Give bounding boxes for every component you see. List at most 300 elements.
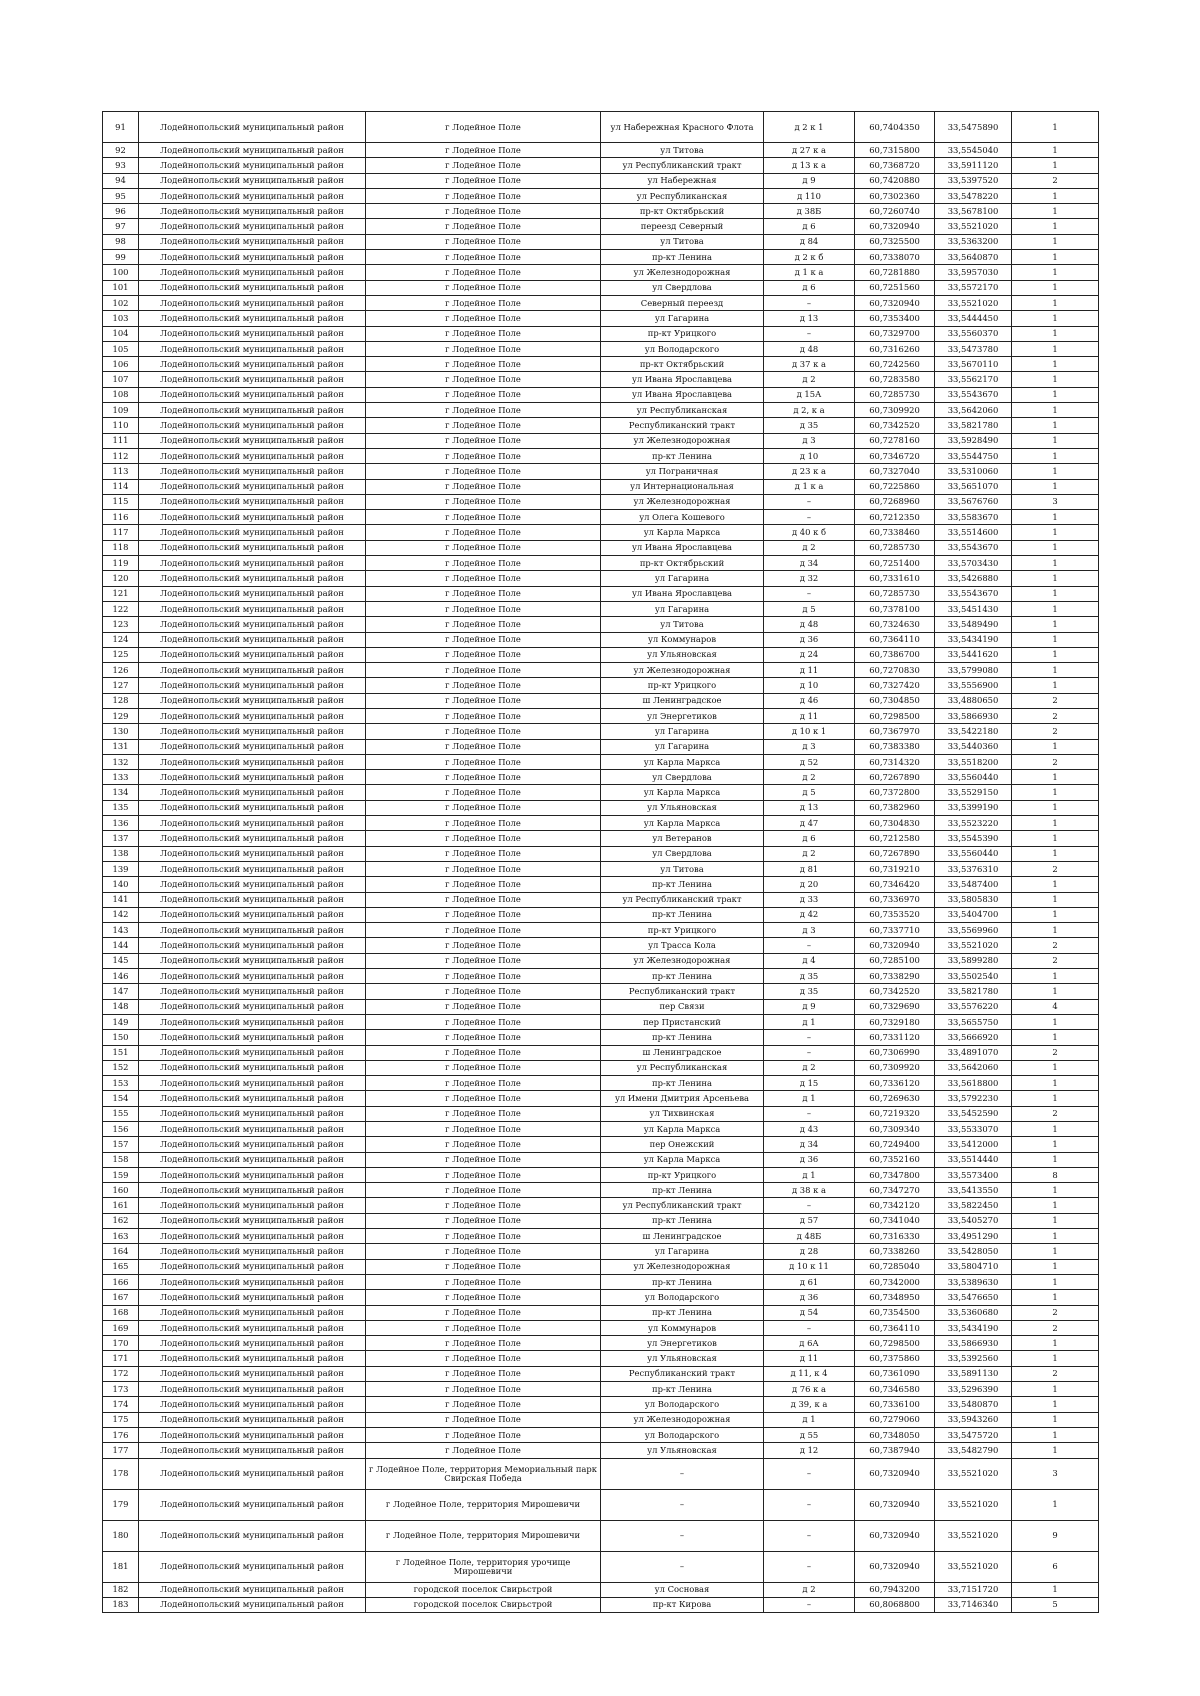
count-cell: 5	[1012, 1597, 1099, 1612]
building-cell: д 2 к 1	[764, 112, 855, 143]
count-cell: 1	[1012, 311, 1099, 326]
building-cell: д 20	[764, 877, 855, 892]
latitude-cell: 60,7342120	[855, 1198, 935, 1213]
count-cell: 1	[1012, 510, 1099, 525]
table-row	[103, 1305, 1099, 1320]
count-cell: 1	[1012, 1030, 1099, 1045]
latitude-cell: 60,7372800	[855, 785, 935, 800]
latitude-cell: 60,7361090	[855, 1366, 935, 1381]
table-row	[103, 1167, 1099, 1182]
street-cell: ул Коммунаров	[601, 1320, 764, 1335]
building-cell: д 27 к а	[764, 143, 855, 158]
table-row	[103, 1259, 1099, 1274]
latitude-cell: 60,7304850	[855, 693, 935, 708]
longitude-cell: 33,5569960	[935, 923, 1012, 938]
locality-cell: г Лодейное Поле, территория Мирошевичи	[366, 1489, 601, 1520]
longitude-cell: 33,5544750	[935, 448, 1012, 463]
table-row	[103, 1106, 1099, 1121]
latitude-cell: 60,7375860	[855, 1351, 935, 1366]
district-cell: Лодейнопольский муниципальный район	[139, 219, 366, 234]
street-cell: ул Свердлова	[601, 280, 764, 295]
longitude-cell: 33,5452590	[935, 1106, 1012, 1121]
row-number: 107	[103, 372, 139, 387]
street-cell: ул Сосновая	[601, 1582, 764, 1597]
longitude-cell: 33,5533070	[935, 1122, 1012, 1137]
street-cell: ул Карла Маркса	[601, 1152, 764, 1167]
count-cell: 1	[1012, 1351, 1099, 1366]
district-cell: Лодейнопольский муниципальный район	[139, 1366, 366, 1381]
building-cell: –	[764, 938, 855, 953]
table-row	[103, 1183, 1099, 1198]
locality-cell: г Лодейное Поле	[366, 846, 601, 861]
latitude-cell: 60,7270830	[855, 663, 935, 678]
longitude-cell: 33,5866930	[935, 1336, 1012, 1351]
street-cell: ул Набережная	[601, 173, 764, 188]
table-row	[103, 938, 1099, 953]
locality-cell: городской поселок Свирьстрой	[366, 1582, 601, 1597]
district-cell: Лодейнопольский муниципальный район	[139, 877, 366, 892]
street-cell: пр-кт Ленина	[601, 1382, 764, 1397]
locality-cell: г Лодейное Поле	[366, 1244, 601, 1259]
row-number: 170	[103, 1336, 139, 1351]
locality-cell: г Лодейное Поле	[366, 953, 601, 968]
street-cell: ул Железнодорожная	[601, 265, 764, 280]
row-number: 182	[103, 1582, 139, 1597]
latitude-cell: 60,7212580	[855, 831, 935, 846]
row-number: 168	[103, 1305, 139, 1320]
locality-cell: г Лодейное Поле	[366, 1366, 601, 1381]
street-cell: Республиканский тракт	[601, 1366, 764, 1381]
table-row	[103, 1137, 1099, 1152]
row-number: 114	[103, 479, 139, 494]
count-cell: 2	[1012, 693, 1099, 708]
street-cell: ул Карла Маркса	[601, 754, 764, 769]
row-number: 183	[103, 1597, 139, 1612]
count-cell: 1	[1012, 571, 1099, 586]
row-number: 179	[103, 1489, 139, 1520]
table-row	[103, 617, 1099, 632]
row-number: 171	[103, 1351, 139, 1366]
row-number: 121	[103, 586, 139, 601]
table-row	[103, 1244, 1099, 1259]
street-cell: пр-кт Урицкого	[601, 923, 764, 938]
longitude-cell: 33,5451430	[935, 601, 1012, 616]
row-number: 92	[103, 143, 139, 158]
longitude-cell: 33,5440360	[935, 739, 1012, 754]
longitude-cell: 33,5543670	[935, 540, 1012, 555]
count-cell: 1	[1012, 280, 1099, 295]
table-row	[103, 357, 1099, 372]
district-cell: Лодейнопольский муниципальный район	[139, 250, 366, 265]
street-cell: ул Ветеранов	[601, 831, 764, 846]
locality-cell: г Лодейное Поле	[366, 326, 601, 341]
latitude-cell: 60,7309920	[855, 403, 935, 418]
count-cell: 1	[1012, 1183, 1099, 1198]
latitude-cell: 60,7267890	[855, 770, 935, 785]
locality-cell: г Лодейное Поле	[366, 586, 601, 601]
count-cell: 1	[1012, 984, 1099, 999]
table-row	[103, 1597, 1099, 1612]
district-cell: Лодейнопольский муниципальный район	[139, 1060, 366, 1075]
longitude-cell: 33,5487400	[935, 877, 1012, 892]
locality-cell: г Лодейное Поле	[366, 1290, 601, 1305]
building-cell: д 33	[764, 892, 855, 907]
locality-cell: г Лодейное Поле, территория Мемориальный парк Свирская Победа	[366, 1458, 601, 1489]
count-cell: 1	[1012, 448, 1099, 463]
street-cell: переезд Северный	[601, 219, 764, 234]
row-number: 96	[103, 204, 139, 219]
street-cell: ул Гагарина	[601, 571, 764, 586]
building-cell: д 48	[764, 617, 855, 632]
latitude-cell: 60,7329690	[855, 999, 935, 1014]
count-cell: 1	[1012, 143, 1099, 158]
street-cell: ул Имени Дмитрия Арсеньева	[601, 1091, 764, 1106]
count-cell: 1	[1012, 816, 1099, 831]
locality-cell: г Лодейное Поле	[366, 1427, 601, 1442]
row-number: 165	[103, 1259, 139, 1274]
building-cell: –	[764, 1106, 855, 1121]
locality-cell: г Лодейное Поле	[366, 372, 601, 387]
building-cell: д 4	[764, 953, 855, 968]
latitude-cell: 60,7337710	[855, 923, 935, 938]
building-cell: д 1 к а	[764, 265, 855, 280]
row-number: 175	[103, 1412, 139, 1427]
table-row	[103, 280, 1099, 295]
count-cell: 1	[1012, 617, 1099, 632]
row-number: 167	[103, 1290, 139, 1305]
locality-cell: г Лодейное Поле	[366, 571, 601, 586]
row-number: 106	[103, 357, 139, 372]
row-number: 138	[103, 846, 139, 861]
row-number: 116	[103, 510, 139, 525]
count-cell: 1	[1012, 1014, 1099, 1029]
locality-cell: г Лодейное Поле	[366, 800, 601, 815]
street-cell: пр-кт Урицкого	[601, 1167, 764, 1182]
building-cell: –	[764, 295, 855, 310]
latitude-cell: 60,7331610	[855, 571, 935, 586]
latitude-cell: 60,7269630	[855, 1091, 935, 1106]
longitude-cell: 33,5651070	[935, 479, 1012, 494]
table-row	[103, 403, 1099, 418]
table-row	[103, 1397, 1099, 1412]
row-number: 145	[103, 953, 139, 968]
street-cell: ул Володарского	[601, 1427, 764, 1442]
district-cell: Лодейнопольский муниципальный район	[139, 494, 366, 509]
count-cell: 1	[1012, 1259, 1099, 1274]
building-cell: –	[764, 586, 855, 601]
count-cell: 1	[1012, 907, 1099, 922]
table-row	[103, 1014, 1099, 1029]
locality-cell: г Лодейное Поле	[366, 1412, 601, 1427]
table-row	[103, 999, 1099, 1014]
building-cell: д 2	[764, 372, 855, 387]
row-number: 132	[103, 754, 139, 769]
count-cell: 1	[1012, 295, 1099, 310]
building-cell: д 81	[764, 861, 855, 876]
longitude-cell: 33,5821780	[935, 984, 1012, 999]
table-row	[103, 708, 1099, 723]
longitude-cell: 33,5543670	[935, 586, 1012, 601]
latitude-cell: 60,7346720	[855, 448, 935, 463]
district-cell: Лодейнопольский муниципальный район	[139, 1183, 366, 1198]
locality-cell: г Лодейное Поле	[366, 556, 601, 571]
building-cell: –	[764, 1030, 855, 1045]
longitude-cell: 33,5514600	[935, 525, 1012, 540]
street-cell: ул Титова	[601, 234, 764, 249]
latitude-cell: 60,7336970	[855, 892, 935, 907]
table-row	[103, 112, 1099, 143]
row-number: 154	[103, 1091, 139, 1106]
locality-cell: г Лодейное Поле	[366, 1030, 601, 1045]
building-cell: д 10	[764, 448, 855, 463]
longitude-cell: 33,4951290	[935, 1229, 1012, 1244]
street-cell: ул Набережная Красного Флота	[601, 112, 764, 143]
count-cell: 1	[1012, 632, 1099, 647]
table-row	[103, 663, 1099, 678]
district-cell: Лодейнопольский муниципальный район	[139, 372, 366, 387]
district-cell: Лодейнопольский муниципальный район	[139, 647, 366, 662]
count-cell: 1	[1012, 1213, 1099, 1228]
district-cell: Лодейнопольский муниципальный район	[139, 816, 366, 831]
street-cell: ул Карла Маркса	[601, 785, 764, 800]
district-cell: Лодейнопольский муниципальный район	[139, 1091, 366, 1106]
count-cell: 1	[1012, 1076, 1099, 1091]
locality-cell: г Лодейное Поле	[366, 280, 601, 295]
street-cell: пр-кт Октябрьский	[601, 357, 764, 372]
building-cell: д 5	[764, 601, 855, 616]
district-cell: Лодейнопольский муниципальный район	[139, 1014, 366, 1029]
building-cell: д 1 к а	[764, 479, 855, 494]
locality-cell: г Лодейное Поле	[366, 1198, 601, 1213]
longitude-cell: 33,5360680	[935, 1305, 1012, 1320]
latitude-cell: 60,7364110	[855, 632, 935, 647]
street-cell: ул Володарского	[601, 1290, 764, 1305]
district-cell: Лодейнопольский муниципальный район	[139, 846, 366, 861]
latitude-cell: 60,7320940	[855, 1458, 935, 1489]
latitude-cell: 60,7347800	[855, 1167, 935, 1182]
district-cell: Лодейнопольский муниципальный район	[139, 1259, 366, 1274]
street-cell: ул Железнодорожная	[601, 953, 764, 968]
locality-cell: г Лодейное Поле	[366, 188, 601, 203]
count-cell: 1	[1012, 1290, 1099, 1305]
table-row	[103, 647, 1099, 662]
longitude-cell: 33,5434190	[935, 632, 1012, 647]
street-cell: –	[601, 1489, 764, 1520]
row-number: 108	[103, 387, 139, 402]
street-cell: ул Карла Маркса	[601, 525, 764, 540]
building-cell: д 39, к а	[764, 1397, 855, 1412]
table-row	[103, 525, 1099, 540]
street-cell: ул Олега Кошевого	[601, 510, 764, 525]
district-cell: Лодейнопольский муниципальный район	[139, 265, 366, 280]
latitude-cell: 60,7260740	[855, 204, 935, 219]
locality-cell: г Лодейное Поле	[366, 158, 601, 173]
row-number: 149	[103, 1014, 139, 1029]
row-number: 129	[103, 708, 139, 723]
table-row	[103, 1427, 1099, 1442]
locality-cell: г Лодейное Поле	[366, 295, 601, 310]
table-row	[103, 785, 1099, 800]
row-number: 125	[103, 647, 139, 662]
longitude-cell: 33,5482790	[935, 1443, 1012, 1458]
locality-cell: г Лодейное Поле	[366, 663, 601, 678]
building-cell: д 2, к а	[764, 403, 855, 418]
longitude-cell: 33,5805830	[935, 892, 1012, 907]
street-cell: пр-кт Октябрьский	[601, 204, 764, 219]
count-cell: 1	[1012, 341, 1099, 356]
row-number: 150	[103, 1030, 139, 1045]
longitude-cell: 33,5703430	[935, 556, 1012, 571]
row-number: 136	[103, 816, 139, 831]
row-number: 180	[103, 1520, 139, 1551]
street-cell: ул Титова	[601, 861, 764, 876]
street-cell: пр-кт Ленина	[601, 1213, 764, 1228]
latitude-cell: 60,7404350	[855, 112, 935, 143]
count-cell: 1	[1012, 250, 1099, 265]
table-row	[103, 1520, 1099, 1551]
district-cell: Лодейнопольский муниципальный район	[139, 586, 366, 601]
table-row	[103, 1443, 1099, 1458]
row-number: 104	[103, 326, 139, 341]
locality-cell: г Лодейное Поле	[366, 143, 601, 158]
longitude-cell: 33,5556900	[935, 678, 1012, 693]
longitude-cell: 33,5480870	[935, 1397, 1012, 1412]
locality-cell: г Лодейное Поле	[366, 1137, 601, 1152]
street-cell: ул Железнодорожная	[601, 1259, 764, 1274]
building-cell: д 13	[764, 311, 855, 326]
district-cell: Лодейнопольский муниципальный район	[139, 464, 366, 479]
longitude-cell: 33,5441620	[935, 647, 1012, 662]
building-cell: д 57	[764, 1213, 855, 1228]
latitude-cell: 60,7325500	[855, 234, 935, 249]
row-number: 173	[103, 1382, 139, 1397]
locality-cell: г Лодейное Поле	[366, 510, 601, 525]
building-cell: д 54	[764, 1305, 855, 1320]
count-cell: 1	[1012, 1412, 1099, 1427]
locality-cell: г Лодейное Поле	[366, 907, 601, 922]
district-cell: Лодейнопольский муниципальный район	[139, 571, 366, 586]
latitude-cell: 60,7285730	[855, 387, 935, 402]
locality-cell: г Лодейное Поле	[366, 1045, 601, 1060]
count-cell: 1	[1012, 678, 1099, 693]
longitude-cell: 33,5296390	[935, 1382, 1012, 1397]
longitude-cell: 33,5640870	[935, 250, 1012, 265]
latitude-cell: 60,7279060	[855, 1412, 935, 1427]
district-cell: Лодейнопольский муниципальный район	[139, 295, 366, 310]
row-number: 102	[103, 295, 139, 310]
latitude-cell: 60,7347270	[855, 1183, 935, 1198]
table-row	[103, 1290, 1099, 1305]
row-number: 176	[103, 1427, 139, 1442]
table-row	[103, 816, 1099, 831]
count-cell: 1	[1012, 479, 1099, 494]
street-cell: ул Карла Маркса	[601, 816, 764, 831]
table-row	[103, 234, 1099, 249]
building-cell: д 2	[764, 540, 855, 555]
street-cell: ш Ленинградское	[601, 693, 764, 708]
building-cell: д 1	[764, 1014, 855, 1029]
locality-cell: г Лодейное Поле	[366, 739, 601, 754]
row-number: 164	[103, 1244, 139, 1259]
building-cell: д 38 к а	[764, 1183, 855, 1198]
building-cell: –	[764, 510, 855, 525]
row-number: 152	[103, 1060, 139, 1075]
count-cell: 1	[1012, 892, 1099, 907]
locality-cell: г Лодейное Поле	[366, 433, 601, 448]
count-cell: 1	[1012, 188, 1099, 203]
row-number: 95	[103, 188, 139, 203]
district-cell: Лодейнопольский муниципальный район	[139, 1045, 366, 1060]
district-cell: Лодейнопольский муниципальный район	[139, 800, 366, 815]
latitude-cell: 60,7306990	[855, 1045, 935, 1060]
row-number: 142	[103, 907, 139, 922]
row-number: 141	[103, 892, 139, 907]
locality-cell: г Лодейное Поле	[366, 357, 601, 372]
latitude-cell: 60,7212350	[855, 510, 935, 525]
locality-cell: г Лодейное Поле	[366, 1014, 601, 1029]
building-cell: д 3	[764, 923, 855, 938]
locality-cell: г Лодейное Поле	[366, 1183, 601, 1198]
count-cell: 1	[1012, 372, 1099, 387]
building-cell: д 23 к а	[764, 464, 855, 479]
locality-cell: г Лодейное Поле	[366, 984, 601, 999]
row-number: 93	[103, 158, 139, 173]
table-row	[103, 387, 1099, 402]
street-cell: ул Ульяновская	[601, 1351, 764, 1366]
locality-cell: г Лодейное Поле	[366, 1336, 601, 1351]
table-row	[103, 1229, 1099, 1244]
locality-cell: г Лодейное Поле	[366, 601, 601, 616]
street-cell: ул Коммунаров	[601, 632, 764, 647]
row-number: 135	[103, 800, 139, 815]
locality-cell: г Лодейное Поле	[366, 923, 601, 938]
district-cell: Лодейнопольский муниципальный район	[139, 510, 366, 525]
table-row	[103, 770, 1099, 785]
district-cell: Лодейнопольский муниципальный район	[139, 448, 366, 463]
table-row	[103, 601, 1099, 616]
longitude-cell: 33,5821780	[935, 418, 1012, 433]
latitude-cell: 60,8068800	[855, 1597, 935, 1612]
table-row	[103, 923, 1099, 938]
longitude-cell: 33,5670110	[935, 357, 1012, 372]
street-cell: –	[601, 1551, 764, 1582]
district-cell: Лодейнопольский муниципальный район	[139, 1274, 366, 1289]
count-cell: 1	[1012, 923, 1099, 938]
building-cell: д 9	[764, 999, 855, 1014]
count-cell: 1	[1012, 234, 1099, 249]
longitude-cell: 33,5399190	[935, 800, 1012, 815]
longitude-cell: 33,5404700	[935, 907, 1012, 922]
district-cell: Лодейнопольский муниципальный район	[139, 953, 366, 968]
district-cell: Лодейнопольский муниципальный район	[139, 663, 366, 678]
table-row	[103, 1551, 1099, 1582]
locality-cell: г Лодейное Поле	[366, 785, 601, 800]
street-cell: пер Онежский	[601, 1137, 764, 1152]
locality-cell: г Лодейное Поле	[366, 525, 601, 540]
longitude-cell: 33,5476650	[935, 1290, 1012, 1305]
longitude-cell: 33,5560440	[935, 770, 1012, 785]
table-row	[103, 1382, 1099, 1397]
table-row	[103, 265, 1099, 280]
latitude-cell: 60,7327420	[855, 678, 935, 693]
locality-cell: г Лодейное Поле	[366, 647, 601, 662]
building-cell: –	[764, 326, 855, 341]
district-cell: Лодейнопольский муниципальный район	[139, 1397, 366, 1412]
street-cell: пр-кт Ленина	[601, 969, 764, 984]
street-cell: пр-кт Ленина	[601, 1183, 764, 1198]
street-cell: пр-кт Урицкого	[601, 326, 764, 341]
street-cell: ул Ивана Ярославцева	[601, 372, 764, 387]
